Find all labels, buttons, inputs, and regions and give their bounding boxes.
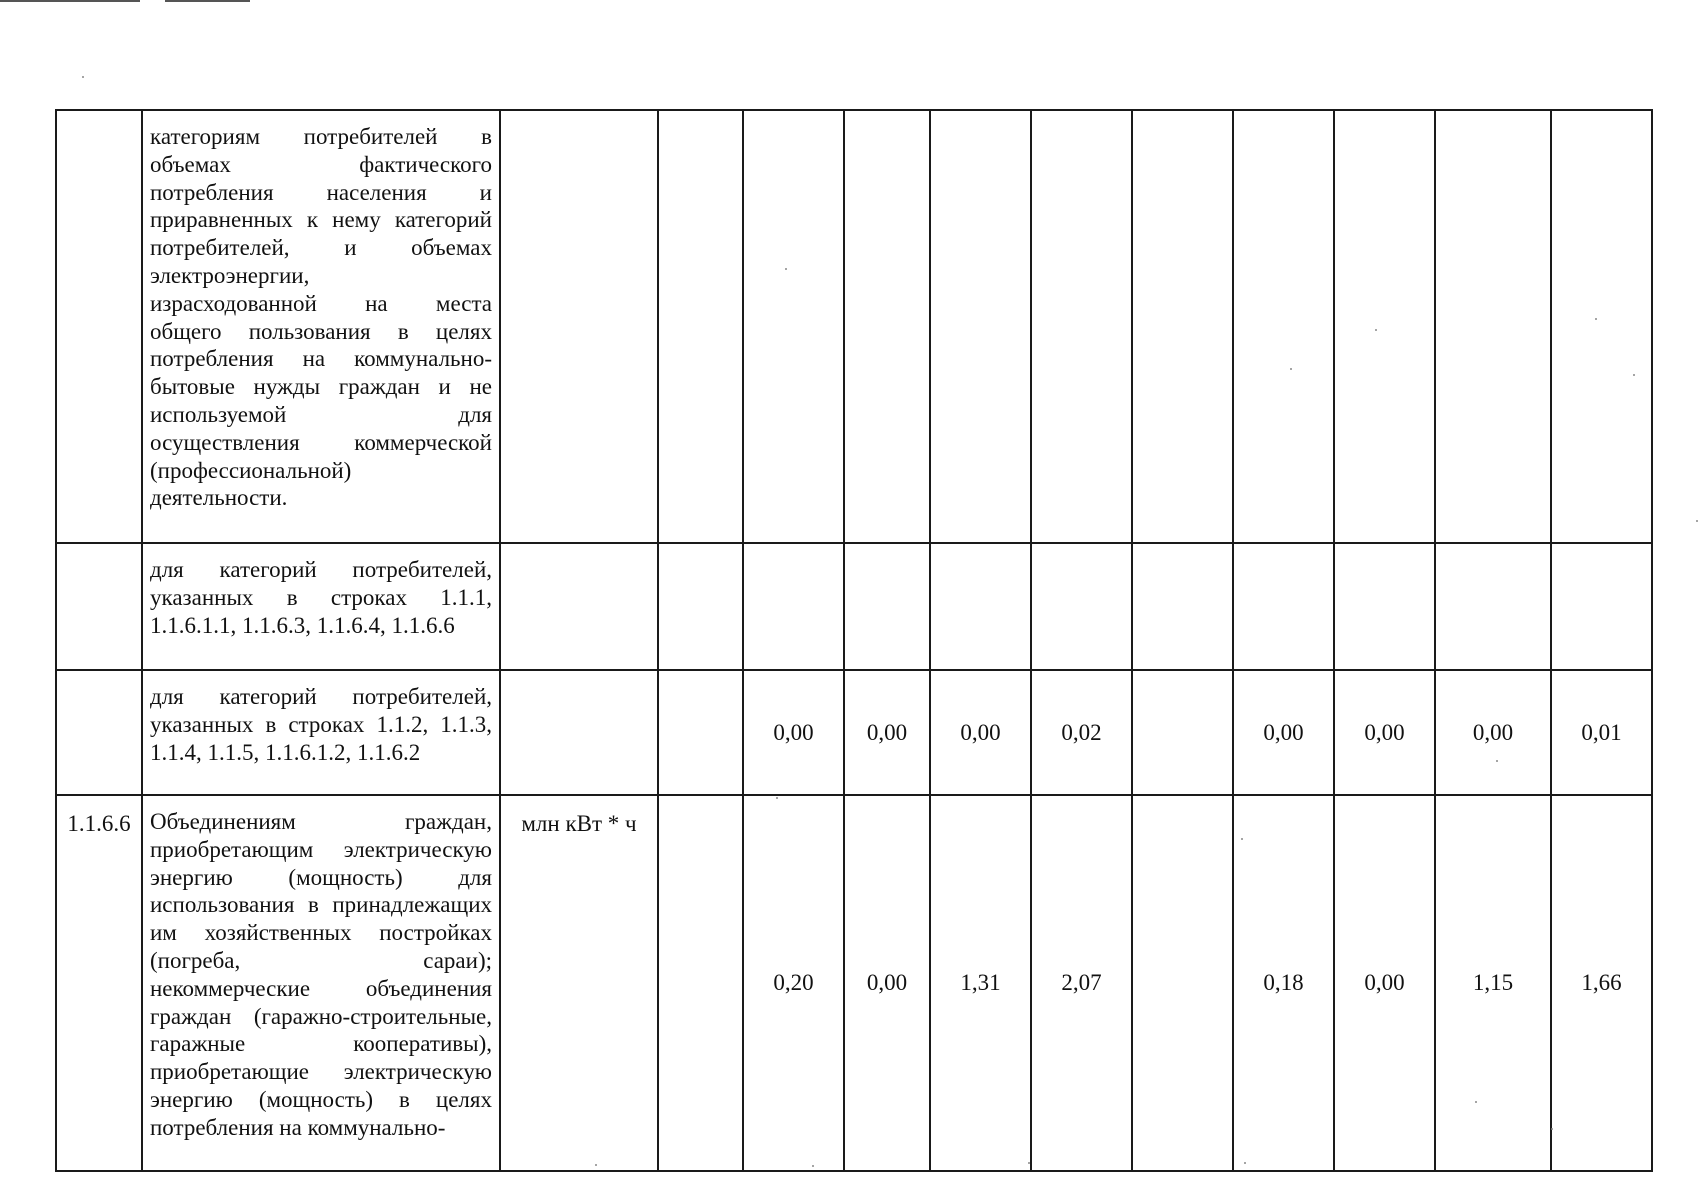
value-cell: 0,18 xyxy=(1233,795,1334,1171)
description-line: (погреба, сараи); xyxy=(150,947,492,973)
scan-speck xyxy=(1244,1162,1246,1164)
table-row xyxy=(56,670,1652,795)
value-cell xyxy=(1031,543,1132,670)
scan-speck xyxy=(1696,520,1698,522)
value-cell xyxy=(743,543,844,670)
value-cell xyxy=(1233,543,1334,670)
value-cell: 0,00 xyxy=(1435,670,1551,795)
table-row xyxy=(56,543,1652,670)
description-line: потребления на коммунально- xyxy=(150,346,492,372)
description-line: общего пользования в целях xyxy=(150,318,492,344)
value-cell xyxy=(844,110,930,543)
value-cell: 0,00 xyxy=(930,670,1031,795)
description-line: приобретающие электрическую xyxy=(150,1059,492,1085)
value-cell: 0,00 xyxy=(844,795,930,1171)
value-cell: 0,02 xyxy=(1031,670,1132,795)
description-line: потребления на коммунально- xyxy=(150,1114,446,1140)
description-line: граждан (гаражно-строительные, xyxy=(150,1003,492,1029)
value-cell xyxy=(1334,110,1435,543)
description-line: (профессиональной) xyxy=(150,457,352,483)
value-cell xyxy=(1435,543,1551,670)
value-cell xyxy=(1132,543,1233,670)
top-edge-mark-right xyxy=(165,0,250,2)
scan-speck xyxy=(1290,368,1292,370)
scan-speck xyxy=(1375,329,1377,331)
description-line: 1.1.4, 1.1.5, 1.1.6.1.2, 1.1.6.2 xyxy=(150,739,421,765)
description-cell xyxy=(142,795,500,1171)
description-cell xyxy=(142,110,500,543)
description-line: для категорий потребителей, xyxy=(150,557,492,582)
scan-speck xyxy=(595,1164,597,1166)
row-number-cell xyxy=(56,110,142,543)
scan-speck xyxy=(776,797,778,799)
description-line: гаражные кооперативы), xyxy=(150,1031,492,1057)
description-line: объемах фактического xyxy=(150,151,492,177)
description-line: указанных в строках 1.1.1, xyxy=(150,584,492,610)
description-line: приравненных к нему категорий xyxy=(150,207,492,233)
scan-speck xyxy=(1496,760,1498,762)
description-line: им хозяйственных постройках xyxy=(150,920,492,946)
value-cell xyxy=(1233,110,1334,543)
description-line: для категорий потребителей, xyxy=(150,684,492,709)
value-cell: 0,00 xyxy=(1233,670,1334,795)
description-line: использования в принадлежащих xyxy=(150,892,492,918)
data-table xyxy=(55,109,1653,1172)
value-cell xyxy=(1132,670,1233,795)
value-cell xyxy=(1031,110,1132,543)
top-edge-mark-left xyxy=(0,0,140,2)
value-cell: 2,07 xyxy=(1031,795,1132,1171)
value-cell: 0,20 xyxy=(743,795,844,1171)
row-number-cell xyxy=(56,670,142,795)
value-cell xyxy=(930,110,1031,543)
unit-cell xyxy=(500,543,658,670)
description-line: некоммерческие объединения xyxy=(150,975,492,1001)
value-cell: 0,00 xyxy=(743,670,844,795)
value-cell xyxy=(1435,110,1551,543)
description-line: израсходованной на места xyxy=(150,290,492,316)
description-line: указанных в строках 1.1.2, 1.1.3, xyxy=(150,711,492,737)
scan-speck xyxy=(785,268,787,270)
unit-cell xyxy=(500,110,658,543)
value-cell xyxy=(1132,795,1233,1171)
description-line: энергию (мощность) для xyxy=(150,864,492,890)
value-cell xyxy=(844,543,930,670)
value-cell xyxy=(743,110,844,543)
value-cell xyxy=(658,110,743,543)
description-line: деятельности. xyxy=(150,485,288,511)
scan-speck xyxy=(1241,838,1243,840)
value-cell: 0,00 xyxy=(844,670,930,795)
description-line: 1.1.6.1.1, 1.1.6.3, 1.1.6.4, 1.1.6.6 xyxy=(150,612,455,638)
value-cell xyxy=(658,795,743,1171)
value-cell: 1,15 xyxy=(1435,795,1551,1171)
description-line: Объединениям граждан, xyxy=(150,809,492,834)
description-line: приобретающим электрическую xyxy=(150,836,492,862)
row-number-cell xyxy=(56,543,142,670)
value-cell: 0,00 xyxy=(1334,795,1435,1171)
description-line: категориям потребителей в xyxy=(150,124,492,149)
scan-speck xyxy=(1595,318,1597,320)
scan-speck xyxy=(812,1165,814,1167)
value-cell xyxy=(930,543,1031,670)
description-line: энергию (мощность) в целях xyxy=(150,1086,492,1112)
description-line: электроэнергии, xyxy=(150,262,310,288)
description-line: осуществления коммерческой xyxy=(150,429,492,455)
scan-speck xyxy=(82,76,84,78)
description-line: потребления населения и xyxy=(150,179,492,205)
value-cell: 0,01 xyxy=(1551,670,1652,795)
value-cell xyxy=(1551,543,1652,670)
value-cell xyxy=(658,543,743,670)
table-row xyxy=(56,110,1652,543)
scan-speck xyxy=(1633,374,1635,376)
value-cell: 1,31 xyxy=(930,795,1031,1171)
unit-cell: млн кВт * ч xyxy=(500,795,658,1171)
value-cell xyxy=(658,670,743,795)
scan-speck xyxy=(1551,1128,1553,1130)
description-line: бытовые нужды граждан и не xyxy=(150,374,492,400)
description-line: потребителей, и объемах xyxy=(150,235,492,261)
row-number-cell: 1.1.6.6 xyxy=(56,795,142,1171)
description-line: используемой для xyxy=(150,401,492,427)
table-row xyxy=(56,795,1652,1171)
value-cell xyxy=(1551,110,1652,543)
scan-speck xyxy=(1028,1162,1030,1164)
value-cell: 0,00 xyxy=(1334,670,1435,795)
value-cell xyxy=(1334,543,1435,670)
scan-speck xyxy=(1475,1101,1477,1103)
value-cell xyxy=(1132,110,1233,543)
unit-cell xyxy=(500,670,658,795)
description-cell xyxy=(142,543,500,670)
description-cell xyxy=(142,670,500,795)
value-cell: 1,66 xyxy=(1551,795,1652,1171)
